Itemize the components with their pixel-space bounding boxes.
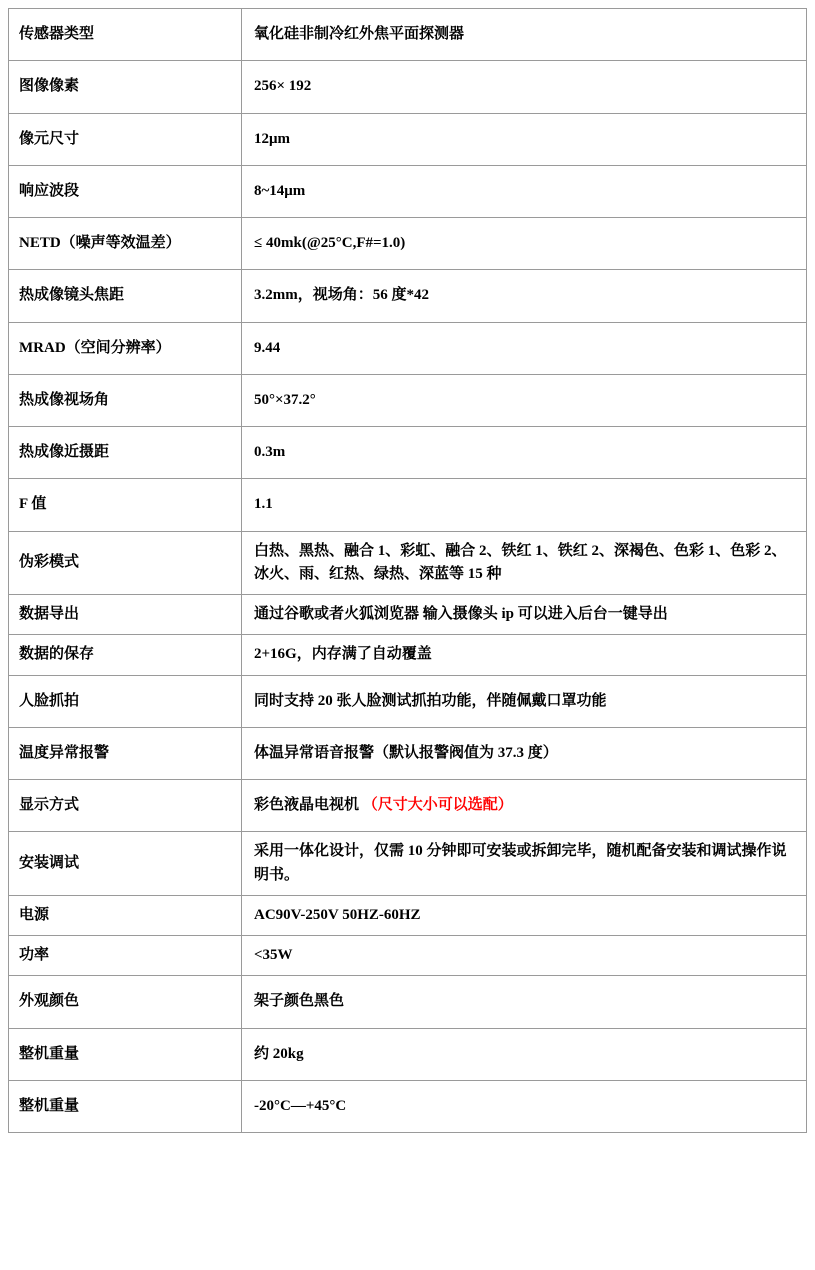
row-value: 同时支持 20 张人脸测试抓拍功能，伴随佩戴口罩功能: [242, 675, 807, 727]
table-row: [9, 727, 807, 779]
row-label: 伪彩模式: [9, 531, 242, 595]
row-value: AC90V-250V 50HZ-60HZ: [242, 895, 807, 935]
row-label: 传感器类型: [9, 9, 242, 61]
table-row: [9, 1028, 807, 1080]
table-row: [9, 1080, 807, 1132]
row-value: 256× 192: [242, 61, 807, 113]
row-label: 功率: [9, 936, 242, 976]
row-value: 架子颜色黑色: [242, 976, 807, 1028]
row-label: 数据导出: [9, 595, 242, 635]
row-value-text: 彩色液晶电视机: [254, 797, 363, 813]
row-value: 通过谷歌或者火狐浏览器 输入摄像头 ip 可以进入后台一键导出: [242, 595, 807, 635]
table-row: [9, 165, 807, 217]
row-value: <35W: [242, 936, 807, 976]
row-label: 数据的保存: [9, 635, 242, 675]
table-row: [9, 595, 807, 635]
row-label: 热成像近摄距: [9, 427, 242, 479]
row-label: 电源: [9, 895, 242, 935]
table-row: [9, 218, 807, 270]
row-label: 整机重量: [9, 1028, 242, 1080]
table-body: [9, 9, 807, 1133]
row-label: F 值: [9, 479, 242, 531]
row-value: 采用一体化设计，仅需 10 分钟即可安装或拆卸完毕，随机配备安装和调试操作说明书。: [242, 832, 807, 896]
row-value: 白热、黑热、融合 1、彩虹、融合 2、铁红 1、铁红 2、深褐色、色彩 1、色彩 2、冰火、雨、红热、绿热、深蓝等 15 种: [242, 531, 807, 595]
row-label: 人脸抓拍: [9, 675, 242, 727]
row-value: 8~14μm: [242, 165, 807, 217]
table-row: [9, 675, 807, 727]
row-label: 温度异常报警: [9, 727, 242, 779]
row-label: 响应波段: [9, 165, 242, 217]
row-value-highlight: （尺寸大小可以选配）: [362, 797, 513, 813]
row-value: -20°C—+45°C: [242, 1080, 807, 1132]
row-label: 像元尺寸: [9, 113, 242, 165]
table-row: [9, 832, 807, 896]
row-label: NETD（噪声等效温差）: [9, 218, 242, 270]
row-label: MRAD（空间分辨率）: [9, 322, 242, 374]
table-row-display-mode: [9, 780, 807, 832]
table-row: [9, 427, 807, 479]
row-label: 显示方式: [9, 780, 242, 832]
table-row: [9, 322, 807, 374]
table-row: [9, 270, 807, 322]
row-label: 热成像镜头焦距: [9, 270, 242, 322]
table-row: [9, 374, 807, 426]
table-row: [9, 936, 807, 976]
row-label: 外观颜色: [9, 976, 242, 1028]
specification-table: [8, 8, 807, 1133]
table-row: [9, 531, 807, 595]
row-value: 12μm: [242, 113, 807, 165]
table-row: [9, 9, 807, 61]
row-value: 1.1: [242, 479, 807, 531]
row-value: 体温异常语音报警（默认报警阀值为 37.3 度）: [242, 727, 807, 779]
table-row: [9, 976, 807, 1028]
table-row: [9, 61, 807, 113]
row-value: 约 20kg: [242, 1028, 807, 1080]
table-row: [9, 635, 807, 675]
row-value: [242, 780, 807, 832]
row-label: 图像像素: [9, 61, 242, 113]
row-value: 2+16G，内存满了自动覆盖: [242, 635, 807, 675]
row-label: 安装调试: [9, 832, 242, 896]
row-value: 0.3m: [242, 427, 807, 479]
table-row: [9, 479, 807, 531]
table-row: [9, 895, 807, 935]
row-value: 氧化硅非制冷红外焦平面探测器: [242, 9, 807, 61]
row-label: 热成像视场角: [9, 374, 242, 426]
row-value: 3.2mm，视场角：56 度*42: [242, 270, 807, 322]
row-value: ≤ 40mk(@25°C,F#=1.0): [242, 218, 807, 270]
row-label: 整机重量: [9, 1080, 242, 1132]
table-row: [9, 113, 807, 165]
row-value: 9.44: [242, 322, 807, 374]
row-value: 50°×37.2°: [242, 374, 807, 426]
